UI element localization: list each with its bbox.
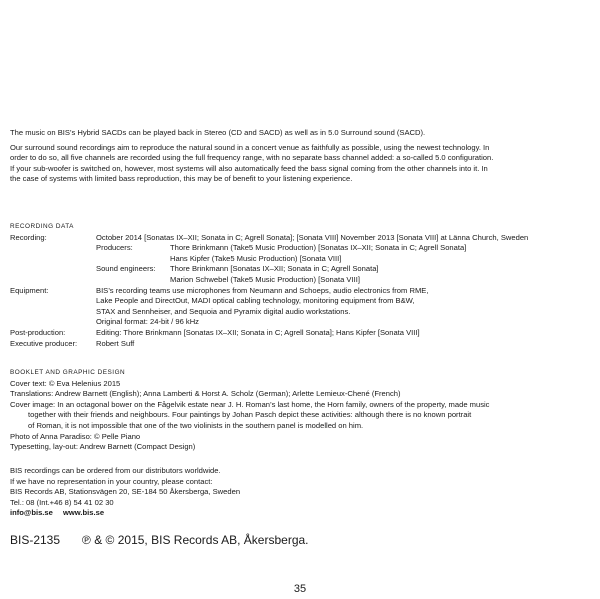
typesetting-credit: Typesetting, lay-out: Andrew Barnett (Compact Design) [10, 442, 196, 452]
copyright-notice: ℗ & © 2015, BIS Records AB, Åkersberga. [82, 533, 309, 547]
equipment-label: Equipment: [10, 285, 49, 295]
engineers-value: Thore Brinkmann [Sonatas IX–XII; Sonata in C; Agrell Sonata] Marion Schwebel (Take5 Music Production) [Sonata VIII] [170, 264, 379, 284]
contact-line: BIS recordings can be ordered from our distributors worldwide. [10, 466, 221, 475]
contact-links [10, 508, 592, 519]
recording-data-heading: RECORDING DATA [10, 223, 74, 230]
equipment-value: BIS’s recording teams use microphones from Neumann and Schoeps, audio electronics from RME, Lake People and DirectOut, MADI optical cabling technology, monitoring equipment from B&W, STAX and Sennheiser, and Sequoia and Pyramix digital audio workstations. Original format: 24-bit / 96 kHz [96, 285, 429, 327]
contact-line: BIS Records AB, Stationsvägen 20, SE-184 50 Åkersberga, Sweden [10, 487, 241, 497]
engineers-row [96, 264, 592, 285]
photo-credit: Photo of Anna Paradiso: © Pelle Piano [10, 431, 141, 441]
cover-image-credit-cont: together with their friends and neighbours. Four paintings by Johan Pasch depict these activities: although there is no known portrait [28, 410, 472, 420]
executive-producer-row [10, 339, 592, 350]
cover-image-credit: Cover image: In an octagonal bower on the Fågelvik estate near J. H. Roman’s last home, the Horn family, owners of the property, made music [10, 399, 490, 409]
booklet-heading: BOOKLET AND GRAPHIC DESIGN [10, 369, 126, 376]
contact-line: If we have no representation in your country, please contact: [10, 476, 213, 486]
copyright-line [10, 533, 331, 547]
post-production-label: Post-production: [10, 327, 66, 337]
cover-text-credit: Cover text: © Eva Helenius 2015 [10, 378, 121, 388]
executive-producer-label: Executive producer: [10, 338, 78, 348]
producers-label: Producers: [96, 243, 133, 253]
producers-value: Thore Brinkmann (Take5 Music Production) [Sonatas IX–XII; Sonata in C; Agrell Sonata] Hans Kipfer (Take5 Music Production) [Sonata VIII] [170, 243, 467, 263]
post-production-row [10, 328, 592, 339]
recording-value: October 2014 [Sonatas IX–XII; Sonata in C; Agrell Sonata]; [Sonata VIII] November 2013 [Sonata VIII] at Länna Church, Sweden [96, 232, 529, 242]
email-link[interactable]: info@bis.se [10, 508, 53, 518]
intro-paragraph-2: Our surround sound recordings aim to reproduce the natural sound in a concert venue as faithfully as possible, using the newest technology. In order to do so, all five channels are recorded using the full frequency range, with no separate bass channel added: a so-called 5.0 configuration. If your sub-woofer is switched on, however, most systems will also automatically feed the bass signal coming from the other channels into it. In the case of systems with limited bass reproduction, this may be of benefit to your listening experience. [10, 142, 494, 184]
recording-data-section [10, 222, 592, 349]
equipment-row [10, 286, 592, 328]
website-link[interactable]: www.bis.se [62, 508, 105, 518]
cover-image-credit-cont: of Roman, it is not impossible that one of the two violinists in the southern panel is modelled on him. [28, 420, 364, 430]
contact-line: Tel.: 08 (Int.+46 8) 54 41 02 30 [10, 497, 114, 507]
engineers-label: Sound engineers: [96, 264, 156, 274]
intro-paragraph-1: The music on BIS’s Hybrid SACDs can be played back in Stereo (CD and SACD) as well as in 5.0 Surround sound (SACD). [10, 128, 426, 137]
recording-label: Recording: [10, 232, 47, 242]
contact-section [10, 466, 592, 519]
booklet-section [10, 368, 592, 453]
executive-producer-value: Robert Suff [96, 338, 135, 348]
intro-section [10, 128, 592, 185]
translations-credit: Translations: Andrew Barnett (English); Anna Lamberti & Horst A. Scholz (German); Arlette Lemieux-Chené (French) [10, 389, 401, 399]
catalog-number: BIS-2135 [10, 533, 61, 547]
recording-row [10, 233, 592, 244]
page-number: 35 [293, 583, 307, 595]
producers-row [96, 243, 592, 264]
post-production-value: Editing: Thore Brinkmann [Sonatas IX–XII; Sonata in C; Agrell Sonata]; Hans Kipfer [Sonata VIII] [96, 327, 420, 337]
